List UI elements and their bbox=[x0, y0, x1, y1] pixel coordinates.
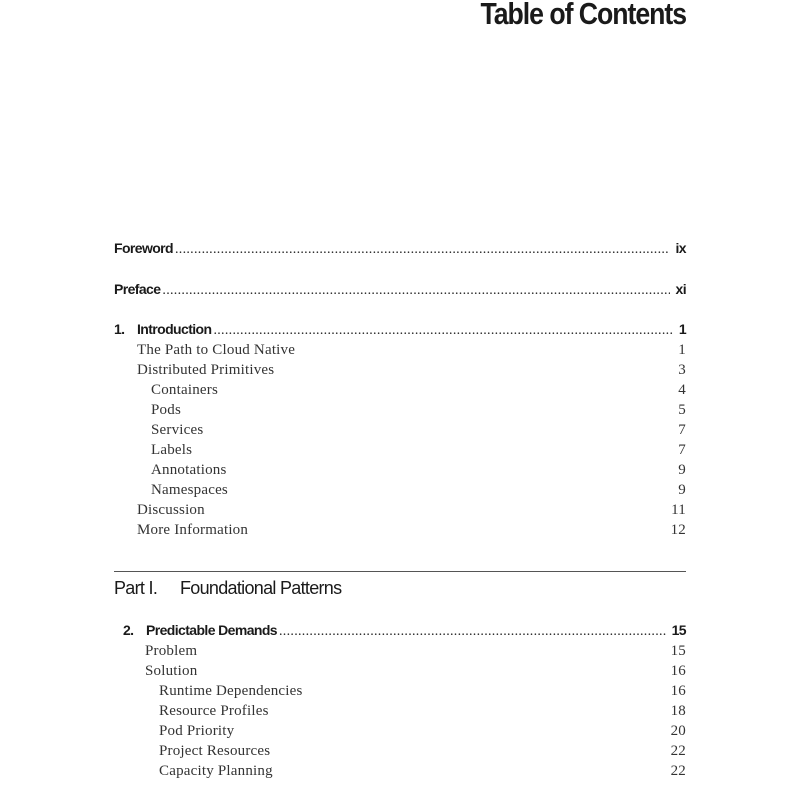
toc-entry-preface[interactable] bbox=[114, 281, 686, 299]
toc-section[interactable] bbox=[114, 643, 686, 660]
toc-subsection[interactable] bbox=[114, 683, 686, 700]
entry-title: Preface bbox=[114, 281, 161, 297]
page-title: Table of Contents bbox=[480, 0, 686, 31]
part-title: Foundational Patterns bbox=[180, 578, 342, 598]
toc-section[interactable] bbox=[114, 663, 686, 680]
chapter-page: 15 bbox=[671, 622, 686, 638]
section-page: 11 bbox=[671, 502, 686, 518]
part-heading bbox=[114, 578, 341, 599]
toc-subsection[interactable] bbox=[114, 723, 686, 740]
section-title: Resource Profiles bbox=[159, 703, 269, 719]
chapter-number: 2. bbox=[123, 622, 134, 638]
section-title: Solution bbox=[145, 663, 198, 679]
toc-subsection[interactable] bbox=[114, 482, 686, 499]
toc-entry-foreword[interactable] bbox=[114, 240, 686, 258]
section-page: 7 bbox=[678, 442, 686, 458]
section-title: More Information bbox=[137, 522, 249, 538]
section-page: 12 bbox=[670, 522, 686, 538]
section-title: Discussion bbox=[137, 502, 205, 518]
section-title: Pod Priority bbox=[159, 723, 235, 739]
section-page: 9 bbox=[678, 462, 686, 478]
chapter-number: 1. bbox=[114, 321, 125, 337]
part-label: Part I. bbox=[114, 578, 158, 598]
chapter-page: 1 bbox=[678, 321, 686, 337]
entry-title: Foreword bbox=[114, 240, 173, 256]
dot-leader bbox=[279, 624, 666, 640]
toc-subsection[interactable] bbox=[114, 703, 686, 720]
toc-subsection[interactable] bbox=[114, 763, 686, 780]
toc-section[interactable] bbox=[114, 502, 686, 519]
section-title: Pods bbox=[151, 402, 181, 418]
section-page: 22 bbox=[670, 743, 686, 759]
toc-section[interactable] bbox=[114, 522, 686, 539]
section-page: 1 bbox=[678, 342, 686, 358]
toc-subsection[interactable] bbox=[114, 442, 686, 459]
section-title: The Path to Cloud Native bbox=[137, 342, 296, 358]
section-page: 16 bbox=[670, 663, 686, 679]
section-page: 22 bbox=[670, 763, 686, 779]
dot-leader bbox=[213, 323, 672, 339]
entry-page: ix bbox=[675, 240, 686, 256]
section-title: Problem bbox=[145, 643, 198, 659]
toc-subsection[interactable] bbox=[114, 462, 686, 479]
section-title: Runtime Dependencies bbox=[159, 683, 303, 699]
section-title: Annotations bbox=[151, 462, 227, 478]
toc-section[interactable] bbox=[114, 342, 686, 359]
section-page: 5 bbox=[678, 402, 686, 418]
section-title: Project Resources bbox=[159, 743, 271, 759]
section-title: Containers bbox=[151, 382, 218, 398]
chapter-title: Introduction bbox=[137, 321, 212, 337]
entry-page: xi bbox=[675, 281, 686, 297]
dot-leader bbox=[162, 283, 669, 299]
section-title: Namespaces bbox=[151, 482, 228, 498]
section-title: Labels bbox=[151, 442, 193, 458]
section-page: 20 bbox=[670, 723, 686, 739]
toc-subsection[interactable] bbox=[114, 382, 686, 399]
section-page: 4 bbox=[678, 382, 686, 398]
section-page: 9 bbox=[678, 482, 686, 498]
section-page: 18 bbox=[670, 703, 686, 719]
chapter-title: Predictable Demands bbox=[146, 622, 277, 638]
section-page: 7 bbox=[678, 422, 686, 438]
toc-chapter-introduction[interactable] bbox=[114, 321, 686, 339]
section-title: Capacity Planning bbox=[159, 763, 273, 779]
toc-subsection[interactable] bbox=[114, 743, 686, 760]
toc-chapter-predictable-demands[interactable] bbox=[114, 622, 686, 640]
section-page: 3 bbox=[678, 362, 686, 378]
section-title: Services bbox=[151, 422, 204, 438]
section-page: 15 bbox=[670, 643, 686, 659]
toc-subsection[interactable] bbox=[114, 422, 686, 439]
toc-subsection[interactable] bbox=[114, 402, 686, 419]
part-divider bbox=[114, 571, 686, 572]
section-page: 16 bbox=[670, 683, 686, 699]
toc-section[interactable] bbox=[114, 362, 686, 379]
section-title: Distributed Primitives bbox=[137, 362, 275, 378]
dot-leader bbox=[175, 242, 670, 258]
